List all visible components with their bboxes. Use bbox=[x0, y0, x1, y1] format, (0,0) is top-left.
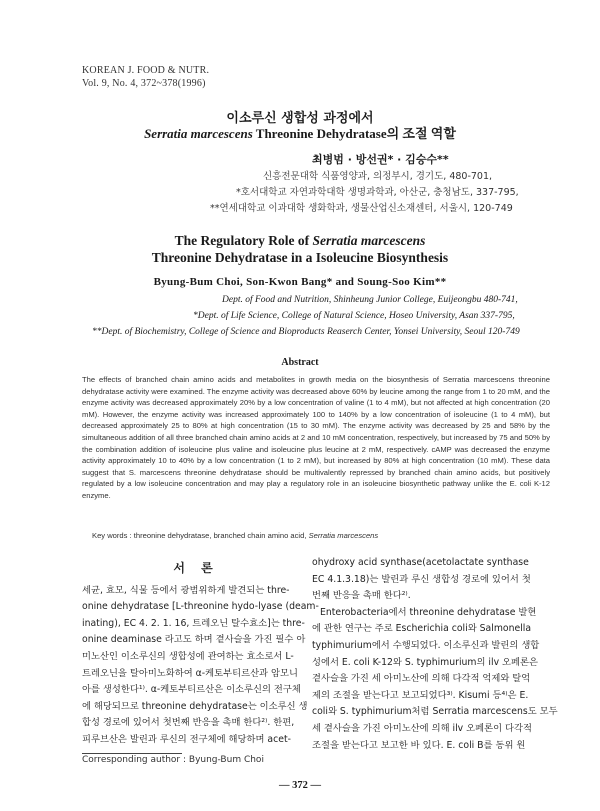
keywords bbox=[92, 531, 378, 540]
body-line: ohydroxy acid synthase(acetolactate synthase bbox=[312, 557, 529, 568]
body-line: 미노산인 이소루신의 생합성에 관여하는 효소로서 L- bbox=[82, 650, 294, 662]
journal-citation bbox=[82, 64, 209, 90]
english-affiliation-2: *Dept. of Life Science, College of Natural Science, Hoseo University, Asan 337-795, bbox=[193, 311, 515, 321]
body-line: 제의 조절을 받는다고 보고되었다³⁾. Kisumi 등⁴⁾은 E. bbox=[312, 689, 529, 701]
corresponding-author-footnote: Corresponding author : Byung-Bum Choi bbox=[82, 755, 264, 765]
korean-title-line2 bbox=[0, 123, 600, 142]
journal-volume: Vol. 9, No. 4, 372~378(1996) bbox=[82, 78, 206, 89]
english-authors: Byung-Bum Choi, Son-Kwon Bang* and Soung-Soo Kim** bbox=[153, 276, 447, 288]
footnote-divider bbox=[82, 753, 182, 754]
korean-authors: 최병범 · 방선권* · 김승수** bbox=[312, 153, 449, 166]
body-line: onine deaminase 라고도 하며 곁사슬을 가진 필수 아 bbox=[82, 634, 306, 646]
korean-affiliation-3: **연세대학교 이과대학 생화학과, 생물산업신소재센터, 서울시, 120-749 bbox=[210, 203, 513, 214]
keywords-plain: Key words : threonine dehydratase, branched chain amino acid, bbox=[92, 531, 309, 540]
body-line: 세 곁사슬을 가진 아미노산에 의해 ilv 오페론이 다각적 bbox=[312, 722, 532, 734]
journal-name: KOREAN J. FOOD & NUTR. bbox=[82, 65, 210, 76]
body-line: 곁사슬을 가진 세 아미노산에 의해 다각적 억제와 탈억 bbox=[312, 673, 531, 685]
body-line: 세균, 효모, 식물 등에서 광범위하게 발견되는 thre- bbox=[82, 584, 290, 596]
korean-title-line1: 이소루신 생합성 과정에서 bbox=[226, 111, 374, 126]
korean-title-rest: Threonine Dehydratase의 조절 역할 bbox=[252, 126, 456, 141]
english-affiliation-3: **Dept. of Biochemistry, College of Science and Bioproducts Reaserch Center, Yonsei University, Seoul 120-749 bbox=[92, 327, 520, 337]
english-title-plain: The Regulatory Role of bbox=[174, 233, 313, 248]
body-line: 에 관한 연구는 주로 Escherichia coli와 Salmonella bbox=[312, 623, 532, 635]
body-line: 피루브산은 발린과 루신의 전구체에 해당하며 acet- bbox=[82, 733, 291, 745]
abstract-text: The effects of branched chain amino acids and metabolites in growth media on the biosynthesis of Serratia marcescens threonine dehydratase activity were examined. The enzyme activity was decreased above 60% by leucine among the range from 1 to 20 mM, and the enzyme activity was decreased approximately 20% by a low concentration of valine (1 to 4 mM), but not affected at high concentration (20 mM). However, the enzyme activity was increased approximately 100 to 140% by a low concentration of isoleucine (1 to 4 mM), but decreased approximately 25 to 80% at high concentration (15 to 30 mM). The enzyme activity was decreased by 25 and 58% by the simultaneous addition of all three branched chain amino acids at 2 and 10 mM concentration, respectively, but increased by 75 and 50% by the combination addition of isoleucine plus valine and isoleucine plus leucine at 2 mM, respectively. cAMP was decreased the enzyme activity approximately 10 to 40% by a low concentration (1 to 2 mM), but increased by 80% at high concentration (10 mM). These data suggest that S. marcescens threonine dehydratase should be multivalently repressed by branched chain amino acids, but positively regulated by a low isoleucine concentration and may play a regulatory role in an isoleucine biosynthetic pathway unlike the E. coli K-12 enzyme. bbox=[82, 375, 550, 500]
body-line: 번째 반응을 촉매 한다²⁾. bbox=[312, 590, 411, 602]
body-line: 합성 경로에 있어서 첫번째 반응을 촉매 한다²⁾. 한편, bbox=[82, 717, 295, 729]
abstract-body bbox=[82, 374, 550, 502]
body-line: 에 해당되므로 threonine dehydratase는 이소루신 생 bbox=[82, 700, 308, 712]
intro-column-right bbox=[312, 555, 558, 754]
english-affiliation-1: Dept. of Food and Nutrition, Shinheung Junior College, Euijeongbu 480-741, bbox=[222, 295, 518, 305]
keywords-organism: Serratia marcescens bbox=[308, 531, 379, 540]
body-line: 성에서 E. coli K-12와 S. typhimurium의 ilv 오페론은 bbox=[312, 656, 538, 668]
abstract-heading: Abstract bbox=[281, 357, 319, 368]
english-title-organism: Serratia marcescens bbox=[312, 233, 426, 248]
korean-title-organism: Serratia marcescens bbox=[144, 126, 253, 141]
korean-affiliation-1: 신흥전문대학 식품영양과, 의정부시, 경기도, 480-701, bbox=[263, 171, 493, 182]
body-line: inating), EC 4. 2. 1. 16, 트레오닌 탈수효소]는 thre- bbox=[82, 617, 305, 629]
english-title-line2: Threonine Dehydratase in a Isoleucine Biosynthesis bbox=[151, 250, 449, 265]
body-line: 조절을 받는다고 보고한 바 있다. E. coli B를 동위 원 bbox=[312, 739, 526, 751]
intro-column-left bbox=[82, 560, 319, 749]
body-line: EC 4.1.3.18)는 발린과 루신 생합성 경로에 있어서 첫 bbox=[312, 573, 531, 585]
body-line: onine dehydratase [L-threonine hydo-lyase (deam- bbox=[82, 601, 319, 613]
body-line: Enterobacteria에서 threonine dehydratase 발현 bbox=[320, 606, 537, 618]
section-title-introduction: 서 론 bbox=[173, 561, 219, 575]
body-line: 트레오닌을 탈아미노화하여 α-케토부티르산과 암모니 bbox=[82, 667, 298, 679]
english-title-line1 bbox=[0, 233, 600, 249]
body-line: typhimurium에서 수행되었다. 이소루신과 발린의 생합 bbox=[312, 639, 540, 651]
body-line: 아를 생성한다¹⁾. α-케토부티르산은 이소루신의 전구체 bbox=[82, 684, 301, 696]
page-number: — 372 — bbox=[279, 780, 321, 791]
body-line: coli와 S. typhimurium처럼 Serratia marcescens도 모두 bbox=[312, 706, 558, 718]
korean-affiliation-2: *호서대학교 자연과학대학 생명과학과, 아산군, 충청남도, 337-795, bbox=[236, 187, 519, 198]
